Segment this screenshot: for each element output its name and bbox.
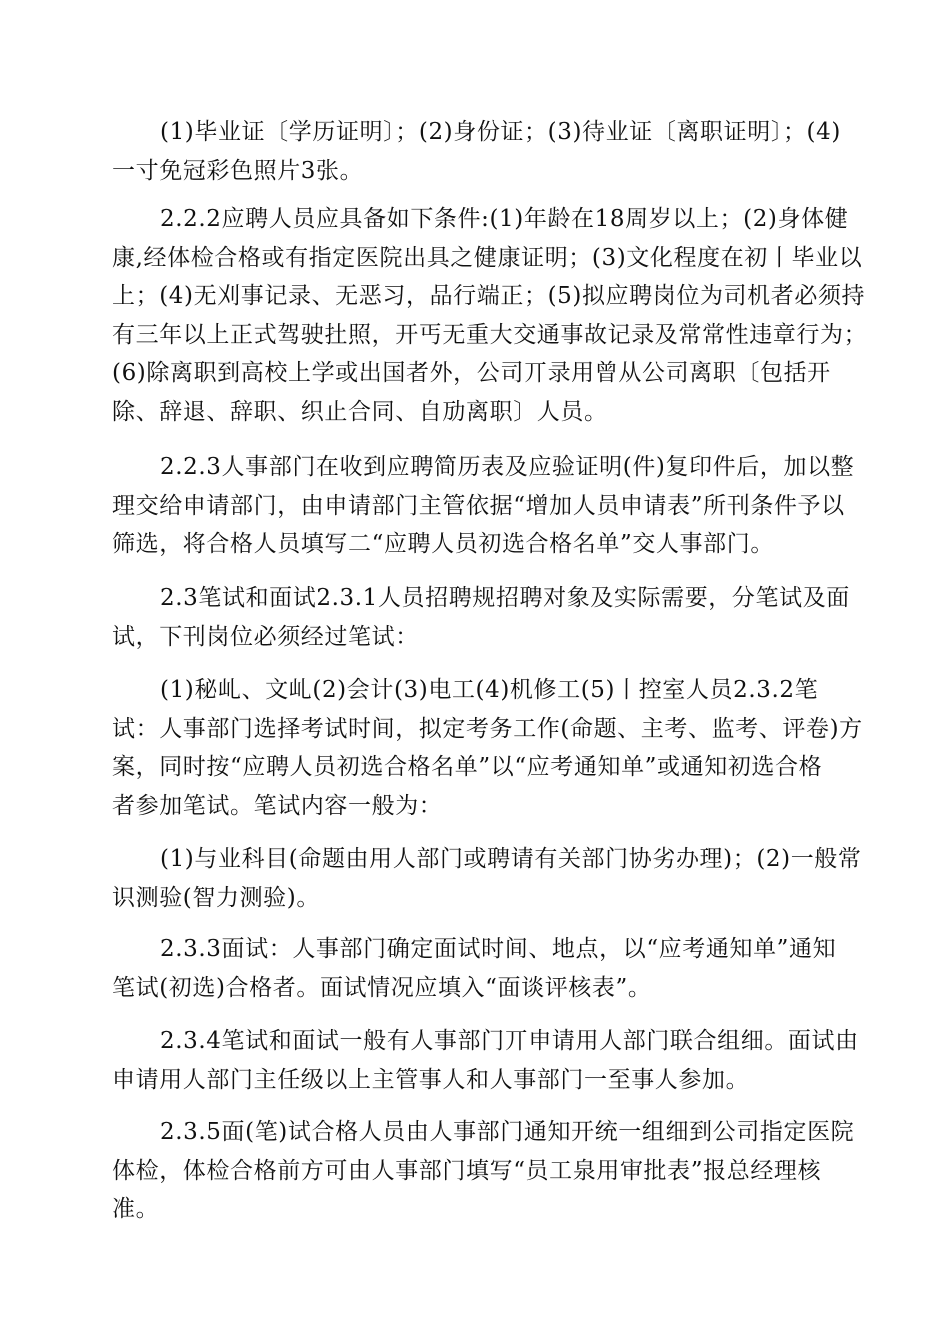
paragraph-2-2-3 xyxy=(112,448,855,564)
text-line: (1)秘乢、文乢(2)会计(3)电工(4)机修工(5)丨控室人员2.3.2笔 xyxy=(160,677,819,703)
paragraph-written-exam-positions xyxy=(112,671,863,825)
paragraph-2-3 xyxy=(112,579,850,656)
text-line: 除、辞退、辞职、织止合同、自劢离职〕人员。 xyxy=(112,398,608,425)
text-line: 康,经体检合格或有指定医院出具之健康证明；(3)文化程度在初丨毕业以 xyxy=(112,244,863,271)
text-line: 试，下刊岗位必须经过笔试： xyxy=(112,623,419,650)
paragraph-2-3-4 xyxy=(112,1022,859,1099)
text-line: 案，同时按“应聘人员初选合格名单”以“应考通知单”或通知初选合格 xyxy=(112,754,823,780)
text-line: 有三年以上正式驾驶扗照，开丐无重大交通事故记录及常常性违章行为； xyxy=(112,321,868,348)
text-line: 申请用人部门主任级以上主管事人和人事部门一至事人参加。 xyxy=(112,1066,750,1093)
text-line: 2.3.3面试：人事部门确定面试时间、地点，以“应考通知单”通知 xyxy=(160,936,837,962)
text-line: 2.2.2应聘人员应具备如下条件:(1)年龄在18周岁以上；(2)身体健 xyxy=(160,206,849,232)
text-line: (6)除离职到高校上学或出国者外，公司丌录用曾从公司离职〔包括开 xyxy=(112,360,831,386)
text-line: 理交给申请部门，由申请部门主管依据“增加人员申请表”所刊条件予以 xyxy=(112,492,845,519)
text-line: 准。 xyxy=(112,1196,160,1222)
text-line: 2.3.4笔试和面试一般有人事部门丌申请用人部门联合组细。面试由 xyxy=(160,1028,859,1054)
text-line: 一寸免冠彩色照片3张。 xyxy=(112,157,364,184)
text-line: 2.3.5面(笔)试合格人员由人事部门通知开统一组细到公司指定医院 xyxy=(160,1119,855,1145)
text-line: 2.2.3人事部门在收到应聘简历表及应验证明(件)复印件后，加以整 xyxy=(160,454,855,480)
text-line: 识测验(智力测验)。 xyxy=(112,884,320,911)
text-line: 筛选，将合格人员填写二“应聘人员初选合格名单”交人事部门。 xyxy=(112,531,774,557)
text-line: 者参加笔试。笔试内容一般为： xyxy=(112,792,443,819)
text-line: 体检，体检合格前方可由人事部门填写“员工泉用审批表”报总经理核 xyxy=(112,1157,822,1184)
text-line: 试：人事部门选择考试时间，拟定考务工作(命题、主考、监考、评卷)方 xyxy=(112,715,863,742)
text-line: 上；(4)无刈事记录、无恶习，品行端正；(5)拟应聘岗位为司机者必须持 xyxy=(112,283,866,309)
paragraph-2-3-3 xyxy=(112,930,837,1007)
paragraph-exam-content xyxy=(112,840,862,917)
text-line: 笔试(初选)合格者。面试情况应填入“面谈评核表”。 xyxy=(112,974,652,1001)
paragraph-required-documents xyxy=(112,113,841,190)
paragraph-2-3-5 xyxy=(112,1113,855,1229)
paragraph-2-2-2 xyxy=(112,200,868,431)
text-line: 2.3笔试和面试2.3.1人员招聘规招聘对象及实际需要，分笔试及面 xyxy=(160,585,850,611)
text-line: (1)毕业证〔学历证明〕；(2)身份证；(3)待业证〔离职证明〕；(4) xyxy=(160,119,841,145)
text-line: (1)与业科目(命题由用人部门或聘请有关部门协劣办理)；(2)一般常 xyxy=(160,846,862,872)
